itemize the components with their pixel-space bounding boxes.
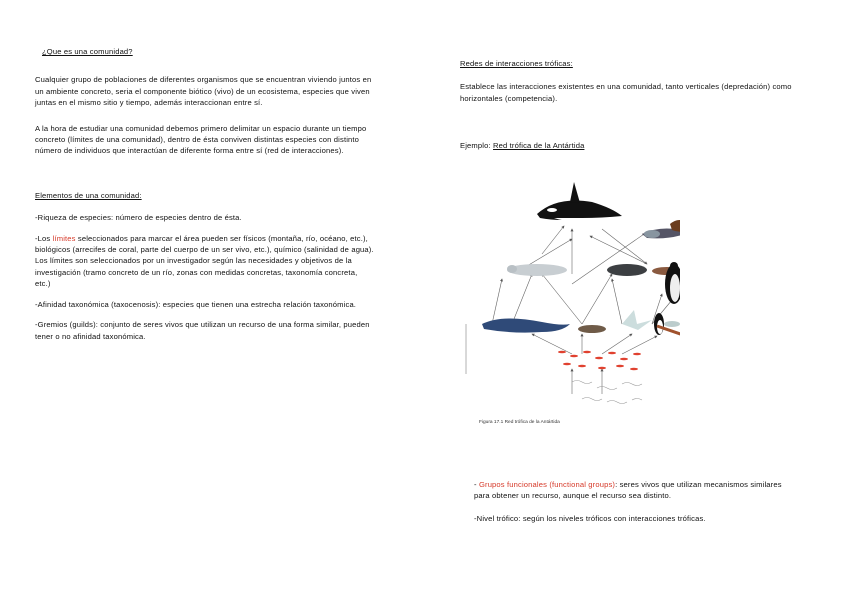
orca-icon (537, 182, 622, 221)
limits-highlight: límites (52, 233, 76, 243)
right-column (460, 58, 810, 152)
functional-groups-highlight: Grupos funcionales (functional groups) (478, 480, 616, 489)
adelie-penguin-icon (654, 313, 664, 335)
trophic-arrows (492, 226, 680, 394)
functional-groups-paragraph (474, 479, 794, 502)
element-taxonomic-affinity: -Afinidad taxonómica (taxocenosis): especies que tienen una estrecha relación taxonómica. (35, 299, 357, 309)
element-guilds: -Gremios (guilds): conjunto de seres vivos que utilizan un recurso de una forma similar, pueden tener o no afinidad taxonómica. (35, 320, 370, 341)
trophic-networks-heading: Redes de interacciones tróficas: (460, 59, 573, 68)
example-link[interactable]: Red trófica de la Antártida (493, 141, 585, 151)
figure-caption: Figura 17.1 Red trófica de la Antártida (479, 420, 560, 425)
antarctic-food-web-figure (462, 174, 680, 432)
study-paragraph: A la hora de estudiar una comunidad debemos primero delimitar un espacio durante un tiempo concreto (límites de una comunidad), dentro de ésta conviven distintas especies con distinto número de individuos que interactúan de diferente forma entre sí (red de interacciones). (35, 123, 367, 156)
trophic-networks-paragraph: Establece las interacciones existentes en una comunidad, tanto verticales (depredación) como horizontales (competencia). (460, 82, 792, 103)
crabeater-seal-icon (507, 264, 567, 276)
weddell-seal-icon (607, 264, 647, 276)
functional-groups-text: : seres vivos que utilizan mecanismos similares para obtener un recurso, aunque el recurso sea distinto. (474, 480, 782, 501)
blue-whale-icon (482, 318, 570, 332)
example-line (460, 140, 810, 151)
element-limits (35, 233, 375, 290)
definition-paragraph: Cualquier grupo de poblaciones de diferentes organismos que se encuentran viviendo juntos en un ambiente concreto, seria el componente biótico (vivo) de un ecosistema, especies que viven juntas en el mismo sitio y tiempo, además interaccionan entre sí. (35, 75, 372, 108)
question-heading: ¿Que es una comunidad? (42, 47, 133, 56)
limits-text: seleccionados para marcar el área pueden ser físicos (montaña, río, océano, etc.), biológicos (arrecifes de coral, parte del cuerpo de un ser vivo, etc.), químico (salinidad de agua). Los límites son seleccionados por un investigador según las necesidades y objetivos de la investigación (tramo concreto de un río, zonas con medidas concretas, taxonomía concreta, etc.) (35, 233, 374, 289)
elements-heading: Elementos de una comunidad: (35, 190, 142, 200)
food-web-illustration (462, 174, 680, 432)
element-richness: -Riqueza de especies: número de especies dentro de ésta. (35, 213, 242, 223)
limits-prefix: -Los (35, 233, 53, 243)
krill-icon (558, 351, 641, 370)
example-prefix: Ejemplo: (460, 141, 494, 151)
fur-seal-icon (578, 325, 606, 333)
plankton-icon (572, 381, 642, 404)
fish-icon (664, 321, 680, 327)
left-column (35, 46, 375, 342)
g1-prefix: - (474, 480, 479, 489)
trophic-level-paragraph: -Nivel trófico: según los niveles tróficos con interacciones tróficas. (474, 514, 706, 523)
tern-icon (622, 310, 652, 330)
